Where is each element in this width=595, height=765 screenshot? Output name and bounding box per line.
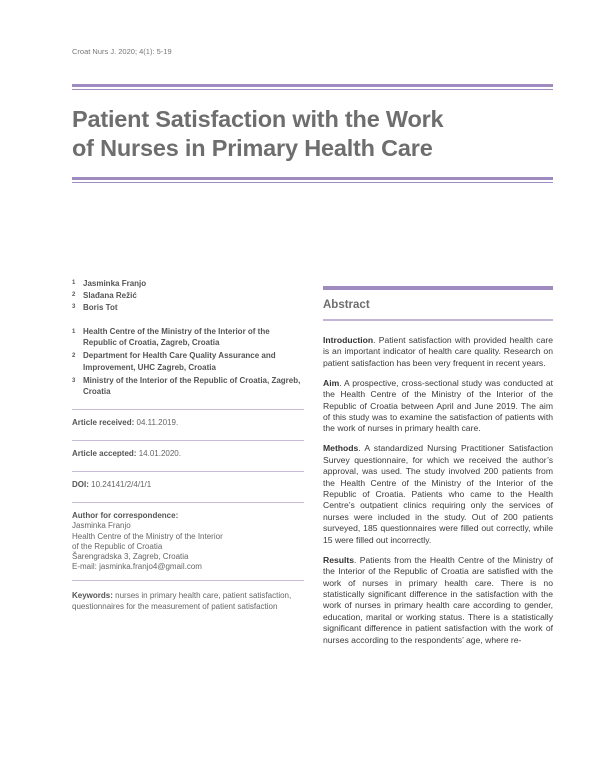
affiliation-item: 1 Health Centre of the Ministry of the Interior of the Republic of Croatia, Zagreb, Croatia [72,327,270,348]
author-list [72,279,304,312]
author-item: 1 Jasminka Franjo [72,279,147,288]
journal-reference: Croat Nurs J. 2020; 4(1): 5-19 [72,47,172,56]
accepted-date: Article accepted: 14.01.2020. [72,449,181,459]
article-title [72,105,542,163]
title-line-1: Patient Satisfaction with the Work [72,106,444,132]
abstract-methods: Methods. A standardized Nursing Practitioner Satisfaction Survey questionnaire, for which we received the author’s approval, was used. The study involved 200 patients from the Health Centre of the Ministry of the Interior of the Republic of Croatia. Patients who came to the Health Centre’s outpatient clinics requiring only the services of nurses were included in the study. Out of 200 patients surveyed, 185 questionnaires were filled out correctly, while 15 were filled out incorrectly. [323,443,553,545]
abstract-heading: Abstract [323,299,370,311]
abstract-aim: Aim. A prospective, cross-sectional study was conducted at the Health Centre of the Ministry of the Interior of the Republic of Croatia between April and June 2019. The aim of this study was to examine the satisfaction of patients with the work of nurses in primary health care. [323,377,553,434]
author-item: 3 Boris Tot [72,303,118,312]
abstract-introduction: Introduction. Patient satisfaction with provided health care is an important indicator of health care quality. Research on patient satisfaction has been very frequent in recent years. [323,335,553,368]
doi: DOI: 10.24141/2/4/1/1 [72,480,152,490]
affiliation-item: 2 Department for Health Care Quality Assurance and Improvement, UHC Zagreb, Croatia [72,351,276,372]
title-rule-top [72,84,553,90]
article-dates [72,409,304,503]
keywords-block: Keywords: nurses in primary health care, patient satisfaction, questionnaires for the measurement of patient satisfaction [72,591,292,611]
affiliation-item: 3 Ministry of the Interior of the Republic of Croatia, Zagreb, Croatia [72,375,301,397]
title-rule-bottom [72,177,553,183]
affiliation-list [72,326,304,397]
abstract-results: Results. Patients from the Health Centre of the Ministry of the Interior of the Republic of Croatia are satisfied with the work of nurses in primary health care. There is no statistically significant difference in the satisfaction with the work of nurses in primary health care according to gender, education, marital or working status. There is a statistically significant difference in patient satisfaction with the work of nurses according to the respondents’ age, where re- [323,554,553,645]
correspondence-email[interactable]: E-mail: jasminka.franjo4@gmail.com [72,562,202,572]
title-line-2: of Nurses in Primary Health Care [72,135,433,161]
abstract-column [323,286,553,652]
received-date: Article received: 04.11.2019. [72,418,179,428]
author-item: 2 Slađana Režić [72,291,137,300]
correspondence-block: Author for correspondence: Jasminka Franjo Health Centre of the Ministry of the Interior of the Republic of Croatia Šarengradska 3, Zagreb, Croatia E-mail: jasminka.franjo4@gmail.com [72,511,304,572]
article-info-column [72,279,304,612]
